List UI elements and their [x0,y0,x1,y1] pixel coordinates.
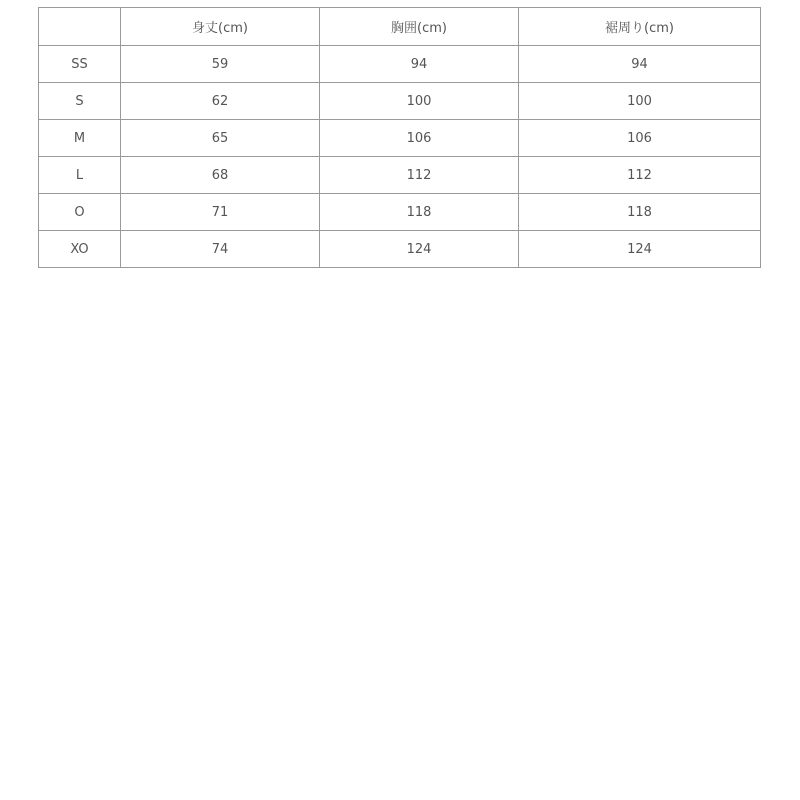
size-label-cell: L [39,157,121,194]
hem-cell: 118 [519,194,761,231]
table-row [39,83,761,120]
body-length-cell: 65 [121,120,320,157]
body-length-cell: 59 [121,46,320,83]
body-length-cell: 74 [121,231,320,268]
chest-cell: 118 [320,194,519,231]
hem-cell: 112 [519,157,761,194]
chest-cell: 100 [320,83,519,120]
table-row [39,231,761,268]
table-row [39,120,761,157]
header-cell-size [39,8,121,46]
table-row [39,157,761,194]
body-length-cell: 68 [121,157,320,194]
body-length-cell: 71 [121,194,320,231]
hem-cell: 106 [519,120,761,157]
chest-cell: 124 [320,231,519,268]
size-label-cell: M [39,120,121,157]
size-label-cell: SS [39,46,121,83]
body-length-cell: 62 [121,83,320,120]
chest-cell: 112 [320,157,519,194]
header-cell-hem: 裾周り(cm) [519,8,761,46]
table-row [39,194,761,231]
header-cell-chest: 胸囲(cm) [320,8,519,46]
hem-cell: 94 [519,46,761,83]
size-label-cell: S [39,83,121,120]
header-cell-body-length: 身丈(cm) [121,8,320,46]
size-label-cell: XO [39,231,121,268]
table-header-row [39,8,761,46]
chest-cell: 106 [320,120,519,157]
hem-cell: 100 [519,83,761,120]
hem-cell: 124 [519,231,761,268]
table-row [39,46,761,83]
chest-cell: 94 [320,46,519,83]
size-label-cell: O [39,194,121,231]
size-chart-table [38,7,761,268]
